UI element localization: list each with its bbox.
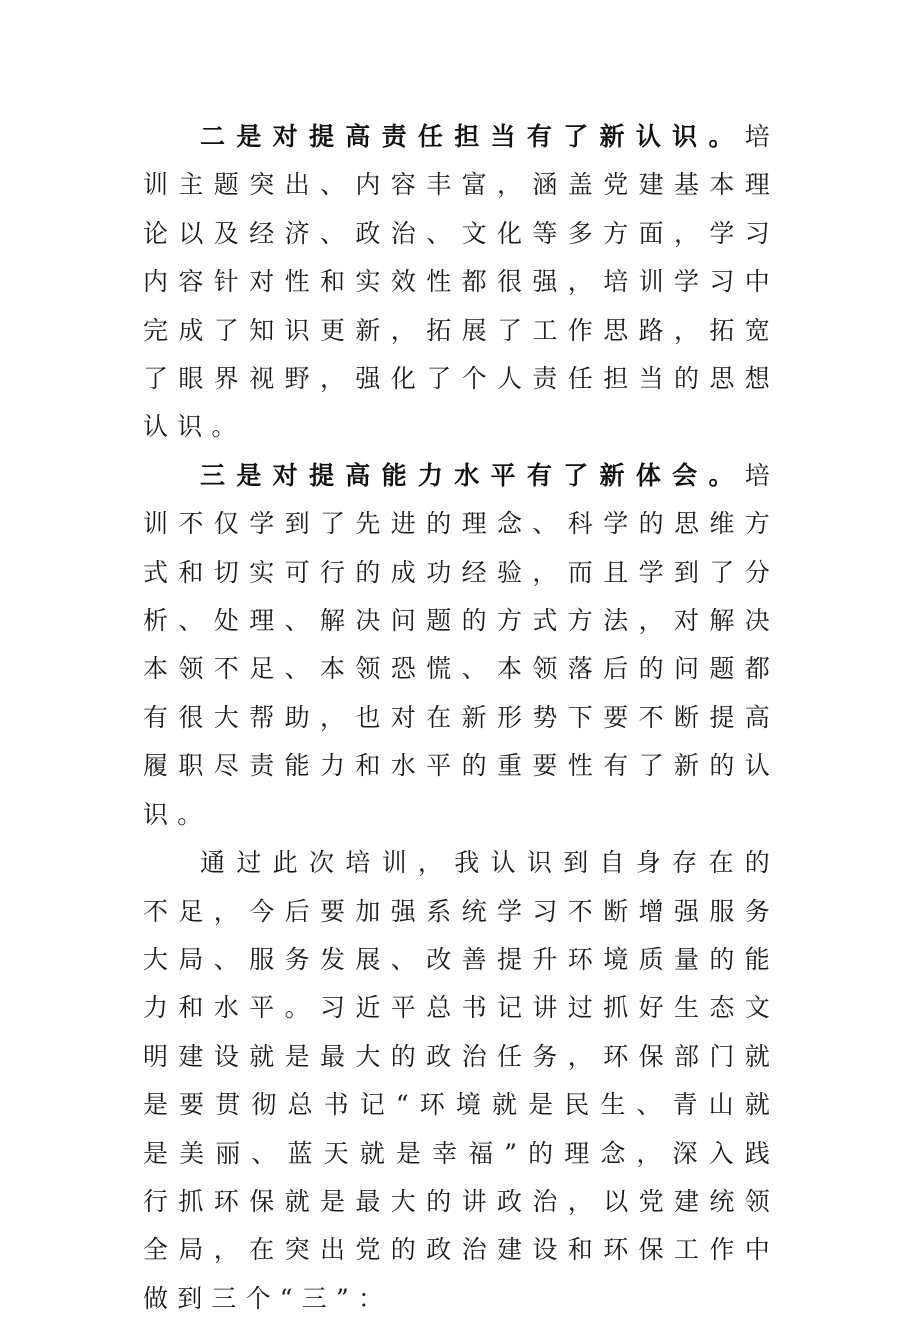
paragraph-lead-heading: 三是对提高能力水平有了新体会。 — [200, 460, 745, 490]
paragraph-conclusion — [143, 839, 779, 1323]
paragraph-text: 通过此次培训，我认识到自身存在的不足，今后要加强系统学习不断增强服务大局、服务发展、改善提升环境质量的能力和水平。习近平总书记讲过抓好生态文明建设就是最大的政治任务，环保部门就是要贯彻总书记“环境就是民生、青山就是美丽、蓝天就是幸福”的理念，深入践行抓环保就是最大的讲政治，以党建统领全局，在突出党的政治建设和环保工作中做到三个“三”： — [143, 848, 779, 1313]
paragraph-responsibility — [143, 113, 779, 452]
document-body — [143, 113, 779, 1323]
paragraph-text: 培训主题突出、内容丰富，涵盖党建基本理论以及经济、政治、文化等多方面，学习内容针对性和实效性都很强，培训学习中完成了知识更新，拓展了工作思路，拓宽了眼界视野，强化了个人责任担当的思想认识。 — [143, 122, 779, 442]
paragraph-text: 培训不仅学到了先进的理念、科学的思维方式和切实可行的成功经验，而且学到了分析、处理、解决问题的方式方法，对解决本领不足、本领恐慌、本领落后的问题都有很大帮助，也对在新形势下要不断提高履职尽责能力和水平的重要性有了新的认识。 — [143, 460, 779, 829]
paragraph-lead-heading: 二是对提高责任担当有了新认识。 — [200, 122, 745, 151]
paragraph-capability — [143, 452, 779, 839]
